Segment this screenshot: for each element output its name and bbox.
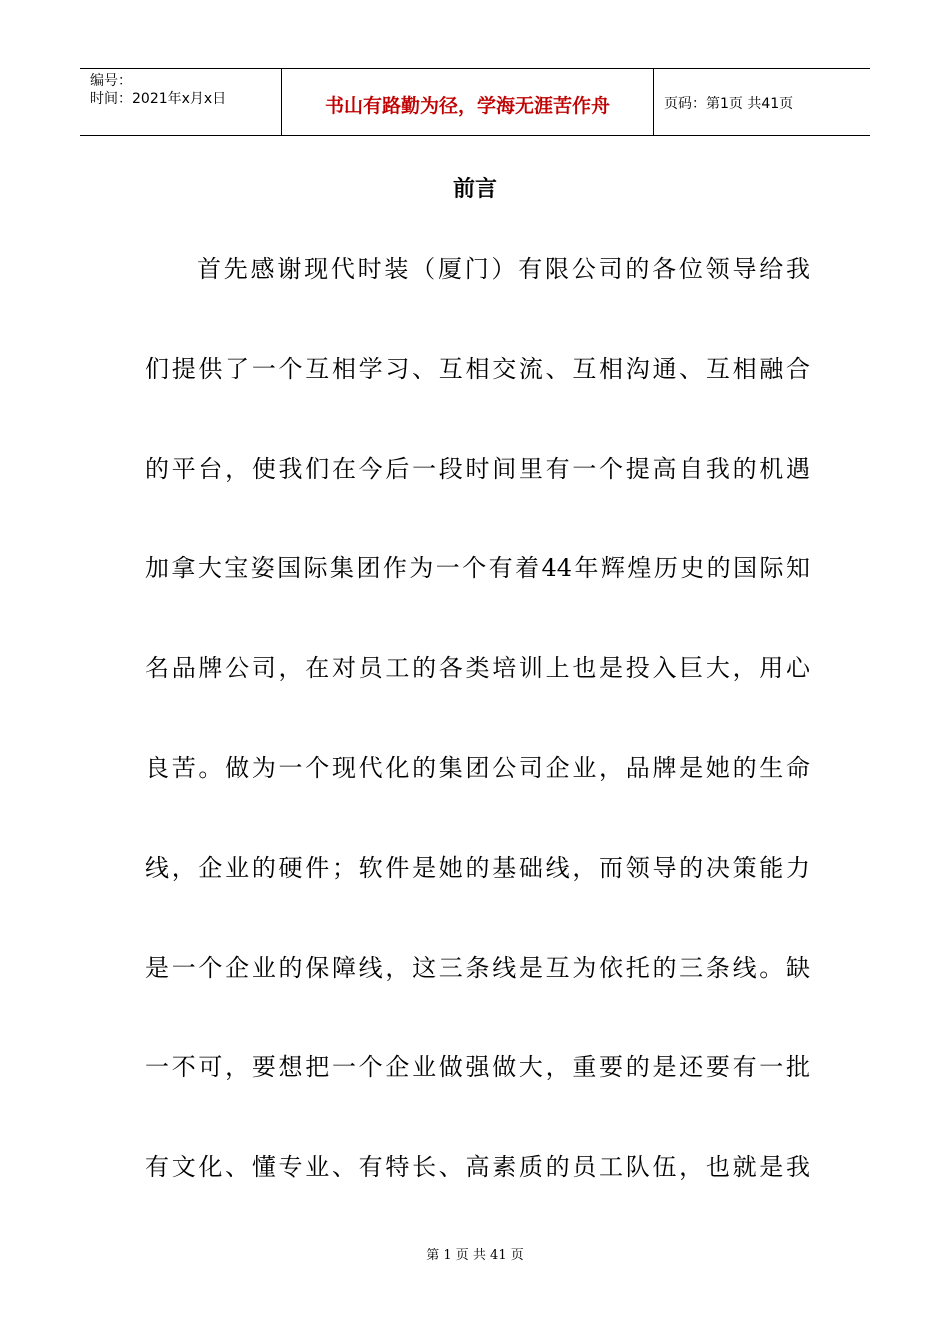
body-line: 们提供了一个互相学习、互相交流、互相沟通、互相融合 (145, 354, 810, 383)
body-line: 的平台，使我们在今后一段时间里有一个提高自我的机遇 (145, 454, 810, 483)
document-title: 前言 (452, 177, 497, 202)
header-motto: 书山有路勤为径，学海无涯苦作舟 (282, 69, 654, 135)
number-label: 编号： (90, 73, 132, 89)
page-header (80, 68, 870, 136)
body-line: 有文化、懂专业、有特长、高素质的员工队伍，也就是我 (145, 1153, 810, 1182)
body-line: 是一个企业的保障线，这三条线是互为依托的三条线。缺 (145, 953, 810, 982)
page-footer: 第 1 页 共 41 页 (426, 1248, 524, 1263)
body-line: 线，企业的硬件；软件是她的基础线，而领导的决策能力 (145, 853, 810, 882)
body-line: 一不可，要想把一个企业做强做大，重要的是还要有一批 (145, 1053, 810, 1082)
header-meta (80, 69, 282, 135)
body-line: 名品牌公司，在对员工的各类培训上也是投入巨大，用心 (145, 654, 810, 683)
document-body (145, 250, 810, 1248)
body-line: 首先感谢现代时装（厦门）有限公司的各位领导给我 (197, 255, 810, 283)
date-label: 时间：2021年x月x日 (90, 91, 227, 107)
body-line: 加拿大宝姿国际集团作为一个有着44年辉煌历史的国际知 (145, 554, 810, 583)
body-line: 良苦。做为一个现代化的集团公司企业，品牌是她的生命 (145, 753, 810, 782)
header-page-info: 页码：第1页 共41页 (664, 96, 794, 112)
